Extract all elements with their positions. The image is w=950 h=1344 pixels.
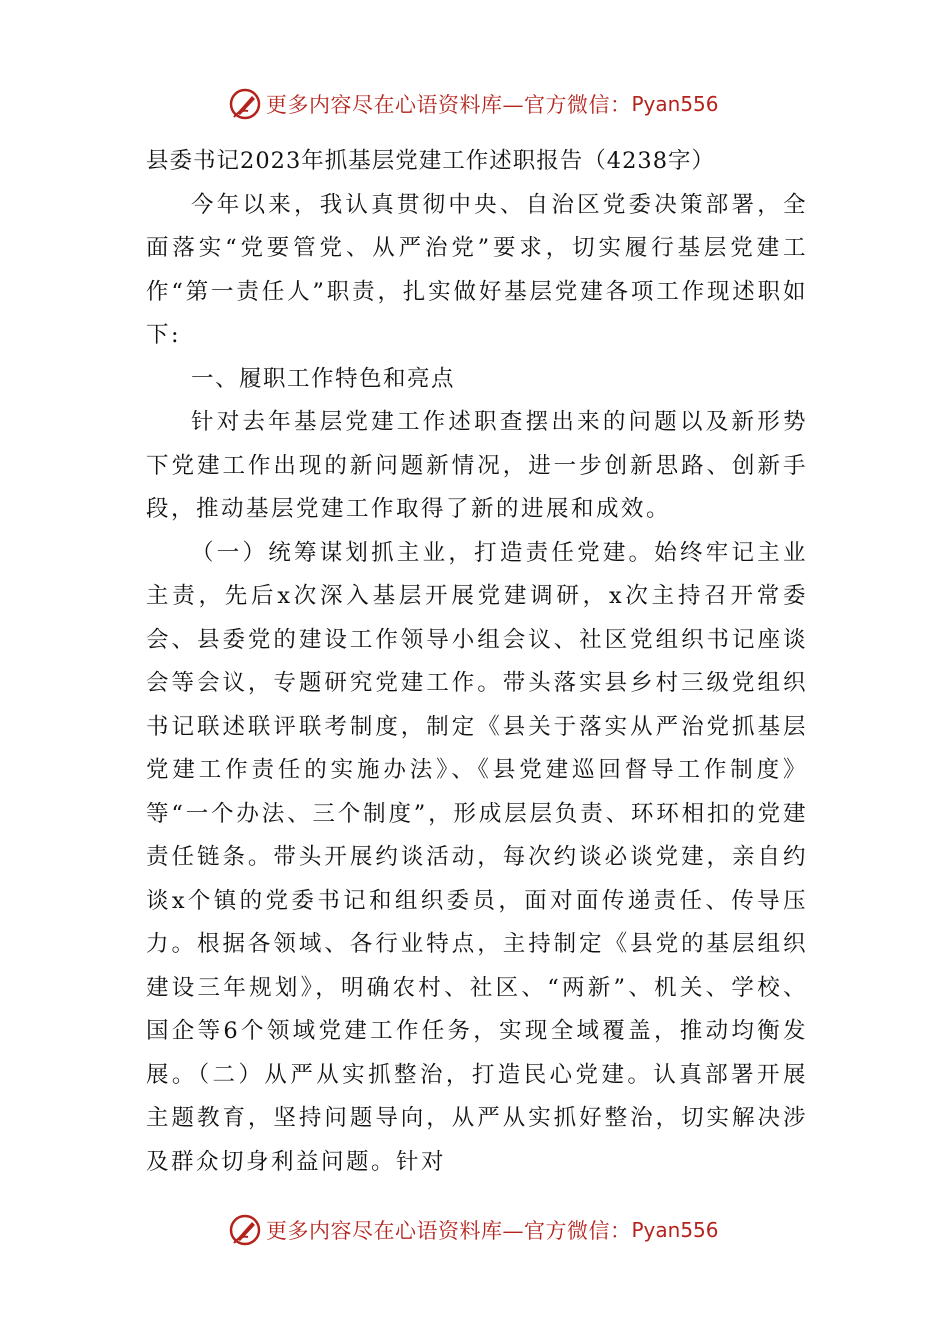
pen-logo-icon <box>228 87 262 121</box>
watermark-text: 更多内容尽在心语资料库—官方微信： <box>266 1219 632 1243</box>
section-body-paragraph: （一）统筹谋划抓主业，打造责任党建。始终牢记主业主责，先后x次深入基层开展党建调研，x次主持召开常委会、县委党的建设工作领导小组会议、社区党组织书记座谈会等会议，专题研究党建工作。带头落实县乡村三级党组织书记联述联评联考制度，制定《县关于落实从严治党抓基层党建工作责任的实施办法》、《县党建巡回督导工作制度》等“一个办法、三个制度”，形成层层负责、环环相扣的党建责任链条。带头开展约谈活动，每次约谈必谈党建，亲自约谈x个镇的党委书记和组织委员，面对面传递责任、传导压力。根据各领域、各行业特点，主持制定《县党的基层组织建设三年规划》，明确农村、社区、“两新”、机关、学校、国企等6个领域党建工作任务，实现全域覆盖，推动均衡发展。（二）从严从实抓整治，打造民心党建。认真部署开展主题教育，坚持问题导向，从严从实抓好整治，切实解决涉及群众切身利益问题。针对 <box>146 539 808 1175</box>
watermark-handle: Pyan556 <box>631 92 719 116</box>
watermark-content <box>228 1210 719 1250</box>
intro-paragraph: 今年以来，我认真贯彻中央、自治区党委决策部署，全面落实“党要管党、从严治党”要求，切实履行基层党建工作“第一责任人”职责，扎实做好基层党建各项工作现述职如下: <box>146 191 808 348</box>
watermark-content <box>228 84 719 124</box>
document-body <box>146 140 808 1184</box>
watermark-text: 更多内容尽在心语资料库—官方微信： <box>266 93 632 117</box>
watermark-banner-bottom <box>0 1210 950 1250</box>
pen-logo-icon <box>228 1213 262 1247</box>
watermark-handle: Pyan556 <box>631 1218 719 1242</box>
document-title: 县委书记2023年抓基层党建工作述职报告（4238字） <box>146 148 716 174</box>
section-heading: 一、履职工作特色和亮点 <box>191 365 456 392</box>
section-intro-paragraph: 针对去年基层党建工作述职查摆出来的问题以及新形势下党建工作出现的新问题新情况，进一步创新思路、创新手段，推动基层党建工作取得了新的进展和成效。 <box>146 409 808 522</box>
watermark-banner-top <box>0 84 950 124</box>
